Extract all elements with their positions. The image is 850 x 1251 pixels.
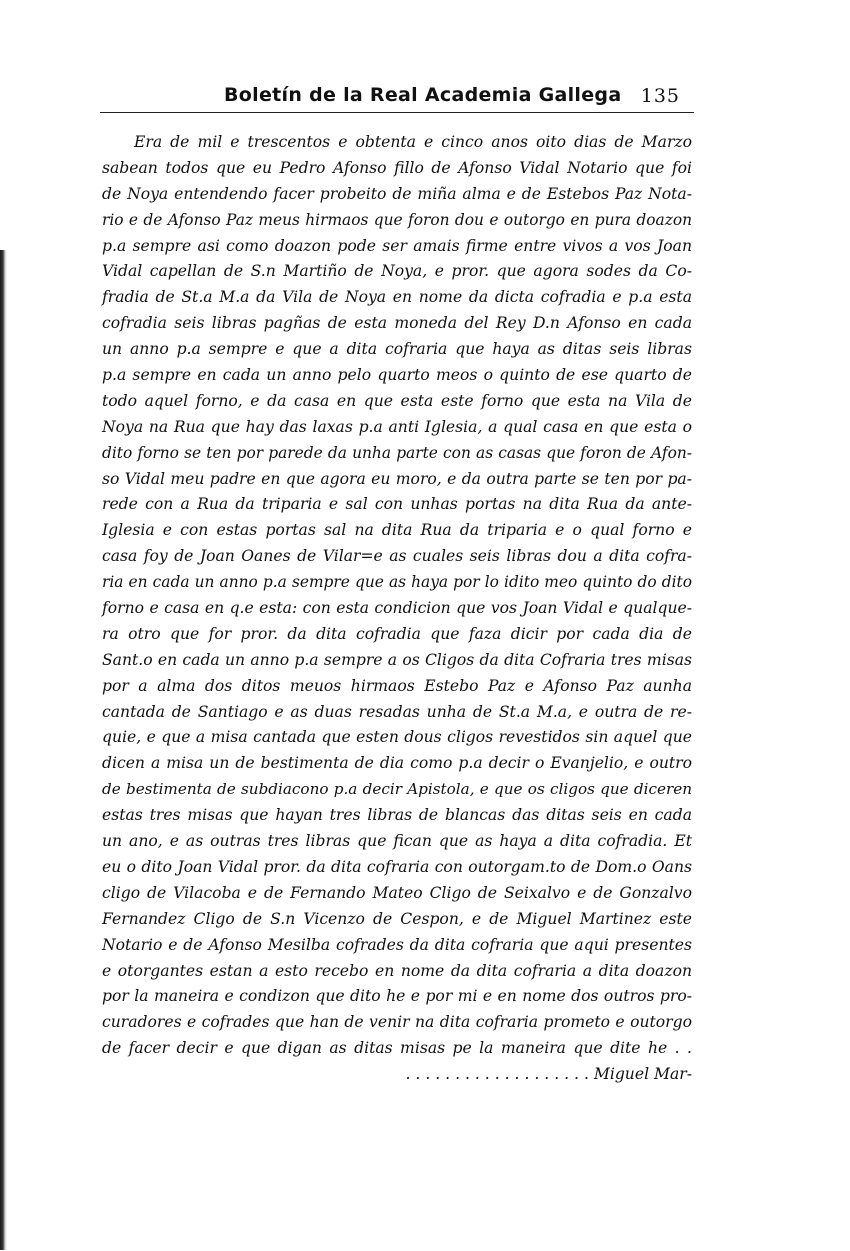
text-line: por la maneira e condizon que dito he e por mi e en nome dos outros pro-	[102, 987, 692, 1006]
text-line: e otorgantes estan a esto recebo en nome da dita cofraria a dita doazon	[102, 961, 692, 980]
text-line: Era de mil e trescentos e obtenta e cinco anos oito dias de Marzo	[134, 133, 692, 151]
text-line: cofradia seis libras pagñas de esta moneda del Rey D.n Afonso en cada	[102, 314, 692, 333]
text-line: estas tres misas que hayan tres libras de blancas das ditas seis en cada	[102, 806, 692, 825]
text-line: Iglesia e con estas portas sal na dita Rua da triparia e o qual forno e	[102, 521, 692, 540]
text-line: rede con a Rua da triparia e sal con unhas portas na dita Rua da ante-	[102, 495, 692, 514]
text-line: por a alma dos ditos meuos hirmaos Estebo Paz e Afonso Paz aunha	[102, 676, 692, 695]
text-line: dicen a misa un de bestimenta de dia como p.a decir o Evanjelio, e outro	[102, 754, 692, 773]
text-line: cantada de Santiago e as duas resadas unha de St.a M.a, e outra de re-	[102, 702, 692, 721]
text-line: Vidal capellan de S.n Martiño de Noya, e pror. que agora sodes da Co-	[102, 262, 692, 281]
text-line: so Vidal meu padre en que agora eu moro, e da outra parte se ten por pa-	[102, 469, 692, 488]
text-line: un anno p.a sempre e que a dita cofraria que haya as ditas seis libras	[102, 340, 692, 359]
body-text	[102, 130, 692, 1088]
page-header	[100, 84, 694, 112]
text-line: dito forno se ten por parede da unha parte con as casas que foron de Afon-	[102, 443, 692, 462]
text-line: eu o dito Joan Vidal pror. da dita cofraria con outorgam.to de Dom.o Oans	[102, 857, 692, 876]
text-line: p.a sempre asi como doazon pode ser amais firme entre vivos a vos Joan	[102, 236, 692, 255]
text-line: de bestimenta de subdiacono p.a decir Apistola, e que os cligos que diceren	[102, 780, 692, 799]
text-line: de facer decir e que digan as ditas misas pe la maneira que dite he . .	[102, 1039, 692, 1058]
text-line: forno e casa en q.e esta: con esta condicion que vos Joan Vidal e qualque-	[102, 599, 692, 618]
text-line: quie, e que a misa cantada que esten dous cligos revestidos sin aquel que	[102, 728, 692, 747]
text-line: cligo de Vilacoba e de Fernando Mateo Cligo de Seixalvo e de Gonzalvo	[102, 883, 692, 902]
running-title: Boletín de la Real Academia Gallega	[224, 84, 622, 106]
text-line: Fernandez Cligo de S.n Vicenzo de Cespon, e de Miguel Martinez este	[102, 909, 692, 928]
text-line: fradia de St.a M.a da Vila de Noya en nome da dicta cofradia e p.a esta	[102, 288, 692, 307]
text-line: ra otro que for pror. da dita cofradia que faza dicir por cada dia de	[102, 624, 692, 643]
text-line: un ano, e as outras tres libras que fican que as haya a dita cofradia. Et	[102, 832, 692, 851]
page-binding-edge	[0, 250, 7, 1250]
text-line: Notario e de Afonso Mesilba cofrades da dita cofraria que aqui presentes	[102, 935, 692, 954]
text-line: casa foy de Joan Oanes de Vilar=e as cuales seis libras dou a dita cofra-	[102, 547, 692, 566]
text-line: todo aquel forno, e da casa en que esta este forno que esta na Vila de	[102, 391, 692, 410]
text-line: de Noya entendendo facer probeito de miña alma e de Estebos Paz Nota-	[102, 184, 692, 203]
text-line: . . . . . . . . . . . . . . . . . . . Miguel Mar-	[405, 1065, 692, 1084]
text-line: sabean todos que eu Pedro Afonso fillo de Afonso Vidal Notario que foi	[102, 158, 692, 177]
text-line: ria en cada un anno p.a sempre que as haya por lo idito meo quinto do dito	[102, 573, 692, 592]
text-line: Noya na Rua que hay das laxas p.a anti Iglesia, a qual casa en que esta o	[102, 417, 692, 436]
text-line: rio e de Afonso Paz meus hirmaos que foron dou e outorgo en pura doazon	[102, 210, 692, 229]
text-line: curadores e cofrades que han de venir na dita cofraria prometo e outorgo	[102, 1013, 692, 1032]
header-rule	[100, 112, 694, 113]
page-number: 135	[640, 85, 680, 107]
text-line: Sant.o en cada un anno p.a sempre a os Cligos da dita Cofraria tres misas	[102, 650, 692, 669]
text-line: p.a sempre en cada un anno pelo quarto meos o quinto de ese quarto de	[102, 366, 692, 385]
